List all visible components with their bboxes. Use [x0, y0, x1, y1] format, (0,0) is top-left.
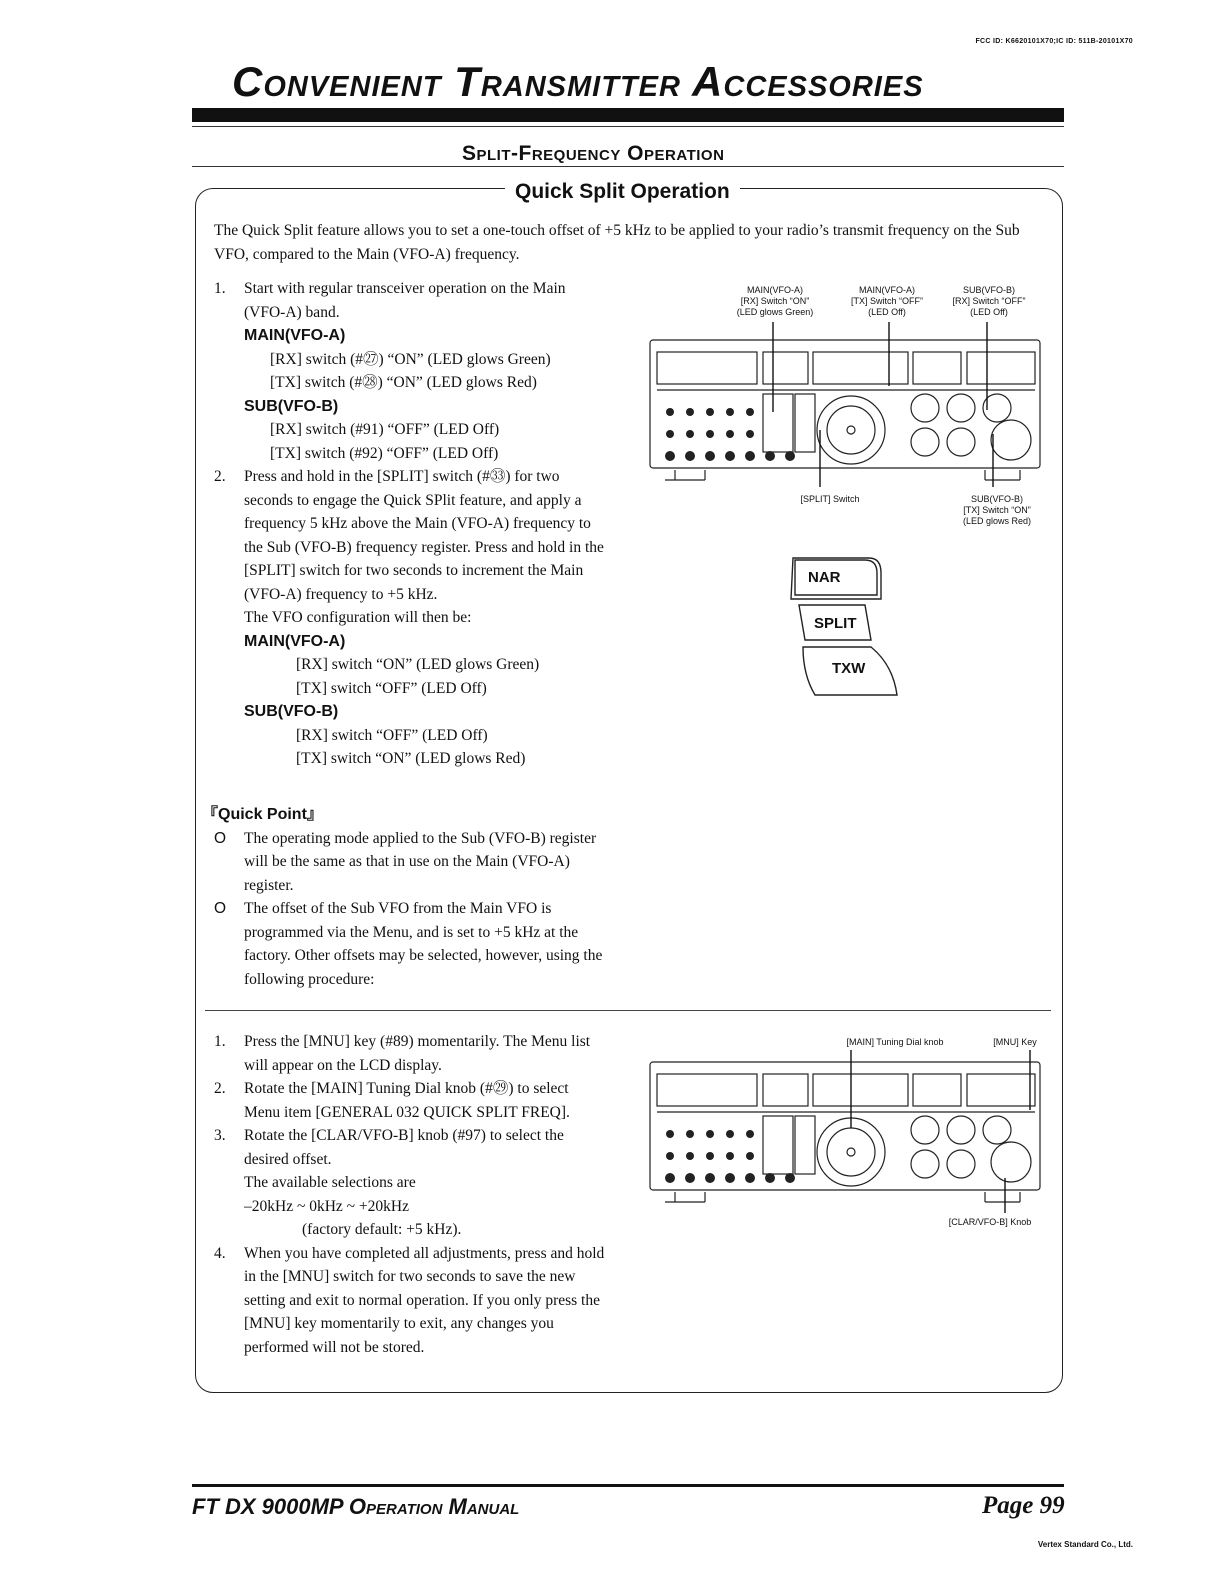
step-text: Start with regular transceiver operation on the Main (VFO-A) band. [244, 280, 566, 321]
step-number: 2. [214, 1080, 226, 1097]
main-rx-line-2: [RX] switch “ON” (LED glows Green) [296, 656, 540, 673]
main-vfo-label: MAIN(VFO-A) [244, 327, 346, 344]
quick-point [202, 803, 606, 991]
main-knob-label: [MAIN] Tuning Dial knob [846, 1037, 944, 1047]
callout-line: (LED glows Red) [962, 516, 1032, 526]
manual-title: FT DX 9000MP Operation Manual [192, 1494, 520, 1519]
bullet-icon: O [214, 900, 227, 917]
copyright: Vertex Standard Co., Ltd. [1037, 1540, 1133, 1549]
step-3 [214, 1124, 606, 1171]
callout-line: [RX] Switch “ON” [740, 296, 810, 306]
fcc-id: FCC ID: K6620101X70;IC ID: 511B-20101X70 [975, 38, 1133, 45]
steps-part2 [214, 1030, 606, 1359]
section-rule [192, 166, 1064, 167]
callout-line: SUB(VFO-B) [970, 494, 1023, 504]
step-number: 2. [214, 468, 226, 485]
step-2 [214, 1077, 606, 1124]
step-text: Press and hold in the [SPLIT] switch (#㉝) for two seconds to engage the Quick SPlit feature, and apply a frequency 5 kHz above the Main (VFO-A) frequency to the Sub (VFO-B) frequency register. Press and hold in the [SPLIT] switch for two seconds to increment the Main (VFO-A) frequency to +5 kHz. [244, 468, 604, 603]
callout-line: [TX] Switch “ON” [963, 505, 1031, 515]
available-selections: The available selections are [244, 1174, 416, 1191]
sub-rx-line: [RX] switch (#91) “OFF” (LED Off) [270, 421, 500, 438]
clar-knob-label: [CLAR/VFO-B] Knob [948, 1217, 1032, 1227]
step-text: Press the [MNU] key (#89) momentarily. The Menu list will appear on the LCD display. [244, 1033, 591, 1074]
callout-line: SUB(VFO-B) [962, 285, 1015, 295]
callout-line: (LED Off) [970, 307, 1008, 317]
vfo-config-line: The VFO configuration will then be: [244, 609, 472, 626]
callout-line: (LED Off) [868, 307, 906, 317]
page-number: Page 99 [982, 1492, 1065, 1519]
callout-line: MAIN(VFO-A) [859, 285, 915, 295]
callout-sub-tx [942, 494, 1052, 527]
steps-part1 [214, 277, 606, 771]
step-text: Rotate the [MAIN] Tuning Dial knob (#㉙) to select Menu item [GENERAL 032 QUICK SPLIT FREQ]. [244, 1080, 570, 1121]
quick-point-title: 『Quick Point』 [202, 806, 323, 823]
step-1 [214, 1030, 606, 1077]
footer-rule [192, 1484, 1064, 1487]
step-number: 3. [214, 1127, 226, 1144]
split-button-label: SPLIT [814, 615, 857, 632]
callout-line: MAIN(VFO-A) [747, 285, 803, 295]
radio-front-panel-2 [645, 1048, 1045, 1213]
page-title: Convenient Transmitter Accessories [232, 58, 924, 105]
main-tx-line-2: [TX] switch “OFF” (LED Off) [296, 679, 487, 697]
main-tx-line: [TX] switch (#㉘) “ON” (LED glows Red) [270, 374, 537, 391]
mnu-key-label: [MNU] Key [993, 1037, 1037, 1047]
bullet-text: The operating mode applied to the Sub (VFO-B) register will be the same as that in use on the Main (VFO-A) register. [244, 829, 597, 894]
factory-default: (factory default: +5 kHz). [302, 1221, 462, 1238]
step-text: When you have completed all adjustments, press and hold in the [MNU] switch for two seconds to save the new setting and exit to normal operation. If you only press the [MNU] key momentarily to exit, any changes you performed will not be stored. [244, 1244, 605, 1356]
title-rule [192, 126, 1064, 127]
callout-main-rx [720, 285, 830, 318]
callout-line: [TX] Switch “OFF” [851, 296, 923, 306]
bullet-icon: O [214, 829, 227, 847]
step-number: 1. [214, 280, 226, 297]
section-title: Split-Frequency Operation [462, 142, 725, 165]
callout-main-tx [832, 285, 942, 318]
section-divider [205, 1010, 1051, 1011]
quick-point-bullet-2 [214, 897, 606, 991]
split-switch-label: [SPLIT] Switch [800, 494, 860, 504]
sub-rx-line-2: [RX] switch “OFF” (LED Off) [296, 726, 488, 744]
selection-range: –20kHz ~ 0kHz ~ +20kHz [244, 1197, 409, 1215]
box-title: Quick Split Operation [505, 180, 740, 204]
step-1 [214, 277, 606, 324]
main-vfo-label-2: MAIN(VFO-A) [244, 632, 346, 650]
nar-button-label: NAR [808, 569, 841, 586]
title-bar [192, 108, 1064, 122]
button-illustration [785, 555, 910, 710]
step-text: Rotate the [CLAR/VFO-B] knob (#97) to select the desired offset. [244, 1127, 564, 1168]
step-number: 1. [214, 1033, 226, 1050]
bullet-text: The offset of the Sub VFO from the Main VFO is programmed via the Menu, and is set to +5 kHz at the factory. Other offsets may be selected, however, using the following procedure: [244, 900, 603, 988]
sub-vfo-label-2: SUB(VFO-B) [244, 703, 339, 720]
sub-tx-line-2: [TX] switch “ON” (LED glows Red) [296, 750, 526, 767]
txw-button-label: TXW [832, 660, 866, 677]
intro-paragraph: The Quick Split feature allows you to set a one-touch offset of +5 kHz to be applied to your radio’s transmit frequency on the Sub VFO, compared to the Main (VFO-A) frequency. [214, 222, 1020, 263]
radio-front-panel-1 [645, 322, 1045, 487]
step-number: 4. [214, 1244, 226, 1262]
step-2 [214, 465, 606, 606]
step-4 [214, 1242, 606, 1360]
sub-tx-line: [TX] switch (#92) “OFF” (LED Off) [270, 444, 499, 462]
callout-sub-rx [934, 285, 1044, 318]
quick-point-bullet-1 [214, 827, 606, 898]
sub-vfo-label: SUB(VFO-B) [244, 397, 339, 415]
main-rx-line: [RX] switch (#㉗) “ON” (LED glows Green) [270, 350, 551, 368]
callout-line: (LED glows Green) [736, 307, 814, 317]
callout-line: [RX] Switch “OFF” [952, 296, 1026, 306]
